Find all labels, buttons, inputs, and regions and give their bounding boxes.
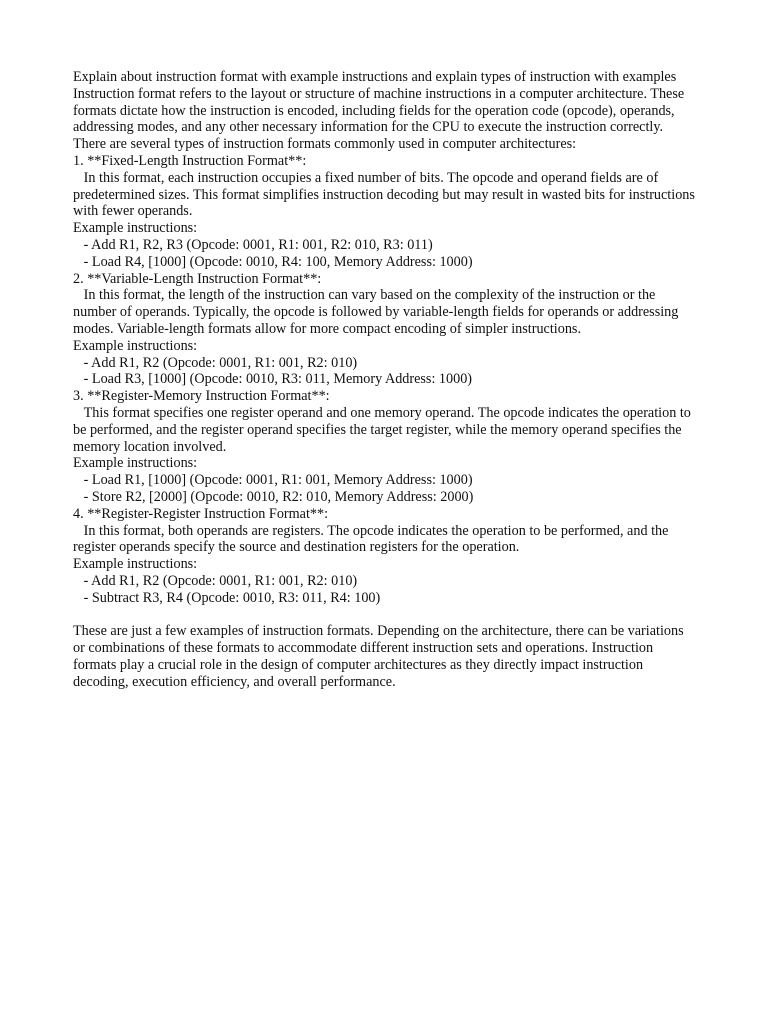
example-instruction: - Load R1, [1000] (Opcode: 0001, R1: 001, Memory Address: 1000) [73,472,473,489]
conclusion-paragraph: These are just a few examples of instruction formats. Depending on the architecture, there can be variations or combinations of these formats to accommodate different instruction sets and operations. Instruction formats play a crucial role in the design of computer architectures as they directly impact instruction decoding, execution efficiency, and overall performance. [73,623,688,690]
section-description: This format specifies one register operand and one memory operand. The opcode indicates the operation to be performed, and the register operand specifies the target register, while the memory operand specifies the memory location involved. [73,404,695,455]
example-instruction: - Store R2, [2000] (Opcode: 0010, R2: 010, Memory Address: 2000) [73,488,474,505]
section-variable-length [73,271,698,389]
examples-label: Example instructions: [73,556,198,573]
blank-line [73,607,698,624]
section-heading: 4. **Register-Register Instruction Format**: [73,505,329,522]
section-description: In this format, each instruction occupies a fixed number of bits. The opcode and operand fields are of predetermined sizes. This format simplifies instruction decoding but may result in wasted bits for instructions with fewer operands. [73,169,699,220]
section-fixed-length [73,153,698,271]
document-body [73,69,698,690]
example-instruction: - Subtract R3, R4 (Opcode: 0010, R3: 011, R4: 100) [73,589,381,606]
question-text: Explain about instruction format with example instructions and explain types of instruction with examples [73,69,677,85]
section-description: In this format, the length of the instruction can vary based on the complexity of the instruction or the number of operands. Typically, the opcode is followed by variable-length fields for operands or addressing modes. Variable-length formats allow for more compact encoding of simpler instructions. [73,287,682,337]
section-heading: 2. **Variable-Length Instruction Format**: [73,270,322,287]
section-register-register [73,506,698,607]
intro-paragraph: Instruction format refers to the layout or structure of machine instructions in a computer architecture. These formats dictate how the instruction is encoded, including fields for the operation code (opcode), operands, addressing modes, and any other necessary information for the CPU to execute the instruction correctly. [73,85,688,136]
lead-sentence: There are several types of instruction formats commonly used in computer architectures: [73,136,577,153]
section-register-memory [73,388,698,506]
examples-label: Example instructions: [73,337,198,354]
section-heading: 3. **Register-Memory Instruction Format**: [73,388,330,405]
example-instruction: - Add R1, R2, R3 (Opcode: 0001, R1: 001, R2: 010, R3: 011) [73,236,433,253]
section-heading: 1. **Fixed-Length Instruction Format**: [73,152,307,169]
example-instruction: - Load R3, [1000] (Opcode: 0010, R3: 011, Memory Address: 1000) [73,371,473,388]
example-instruction: - Load R4, [1000] (Opcode: 0010, R4: 100, Memory Address: 1000) [73,253,473,270]
section-description: In this format, both operands are registers. The opcode indicates the operation to be performed, and the register operands specify the source and destination registers for the operation. [73,522,672,556]
examples-label: Example instructions: [73,220,198,237]
examples-label: Example instructions: [73,455,198,472]
example-instruction: - Add R1, R2 (Opcode: 0001, R1: 001, R2: 010) [73,572,358,589]
example-instruction: - Add R1, R2 (Opcode: 0001, R1: 001, R2: 010) [73,354,358,371]
